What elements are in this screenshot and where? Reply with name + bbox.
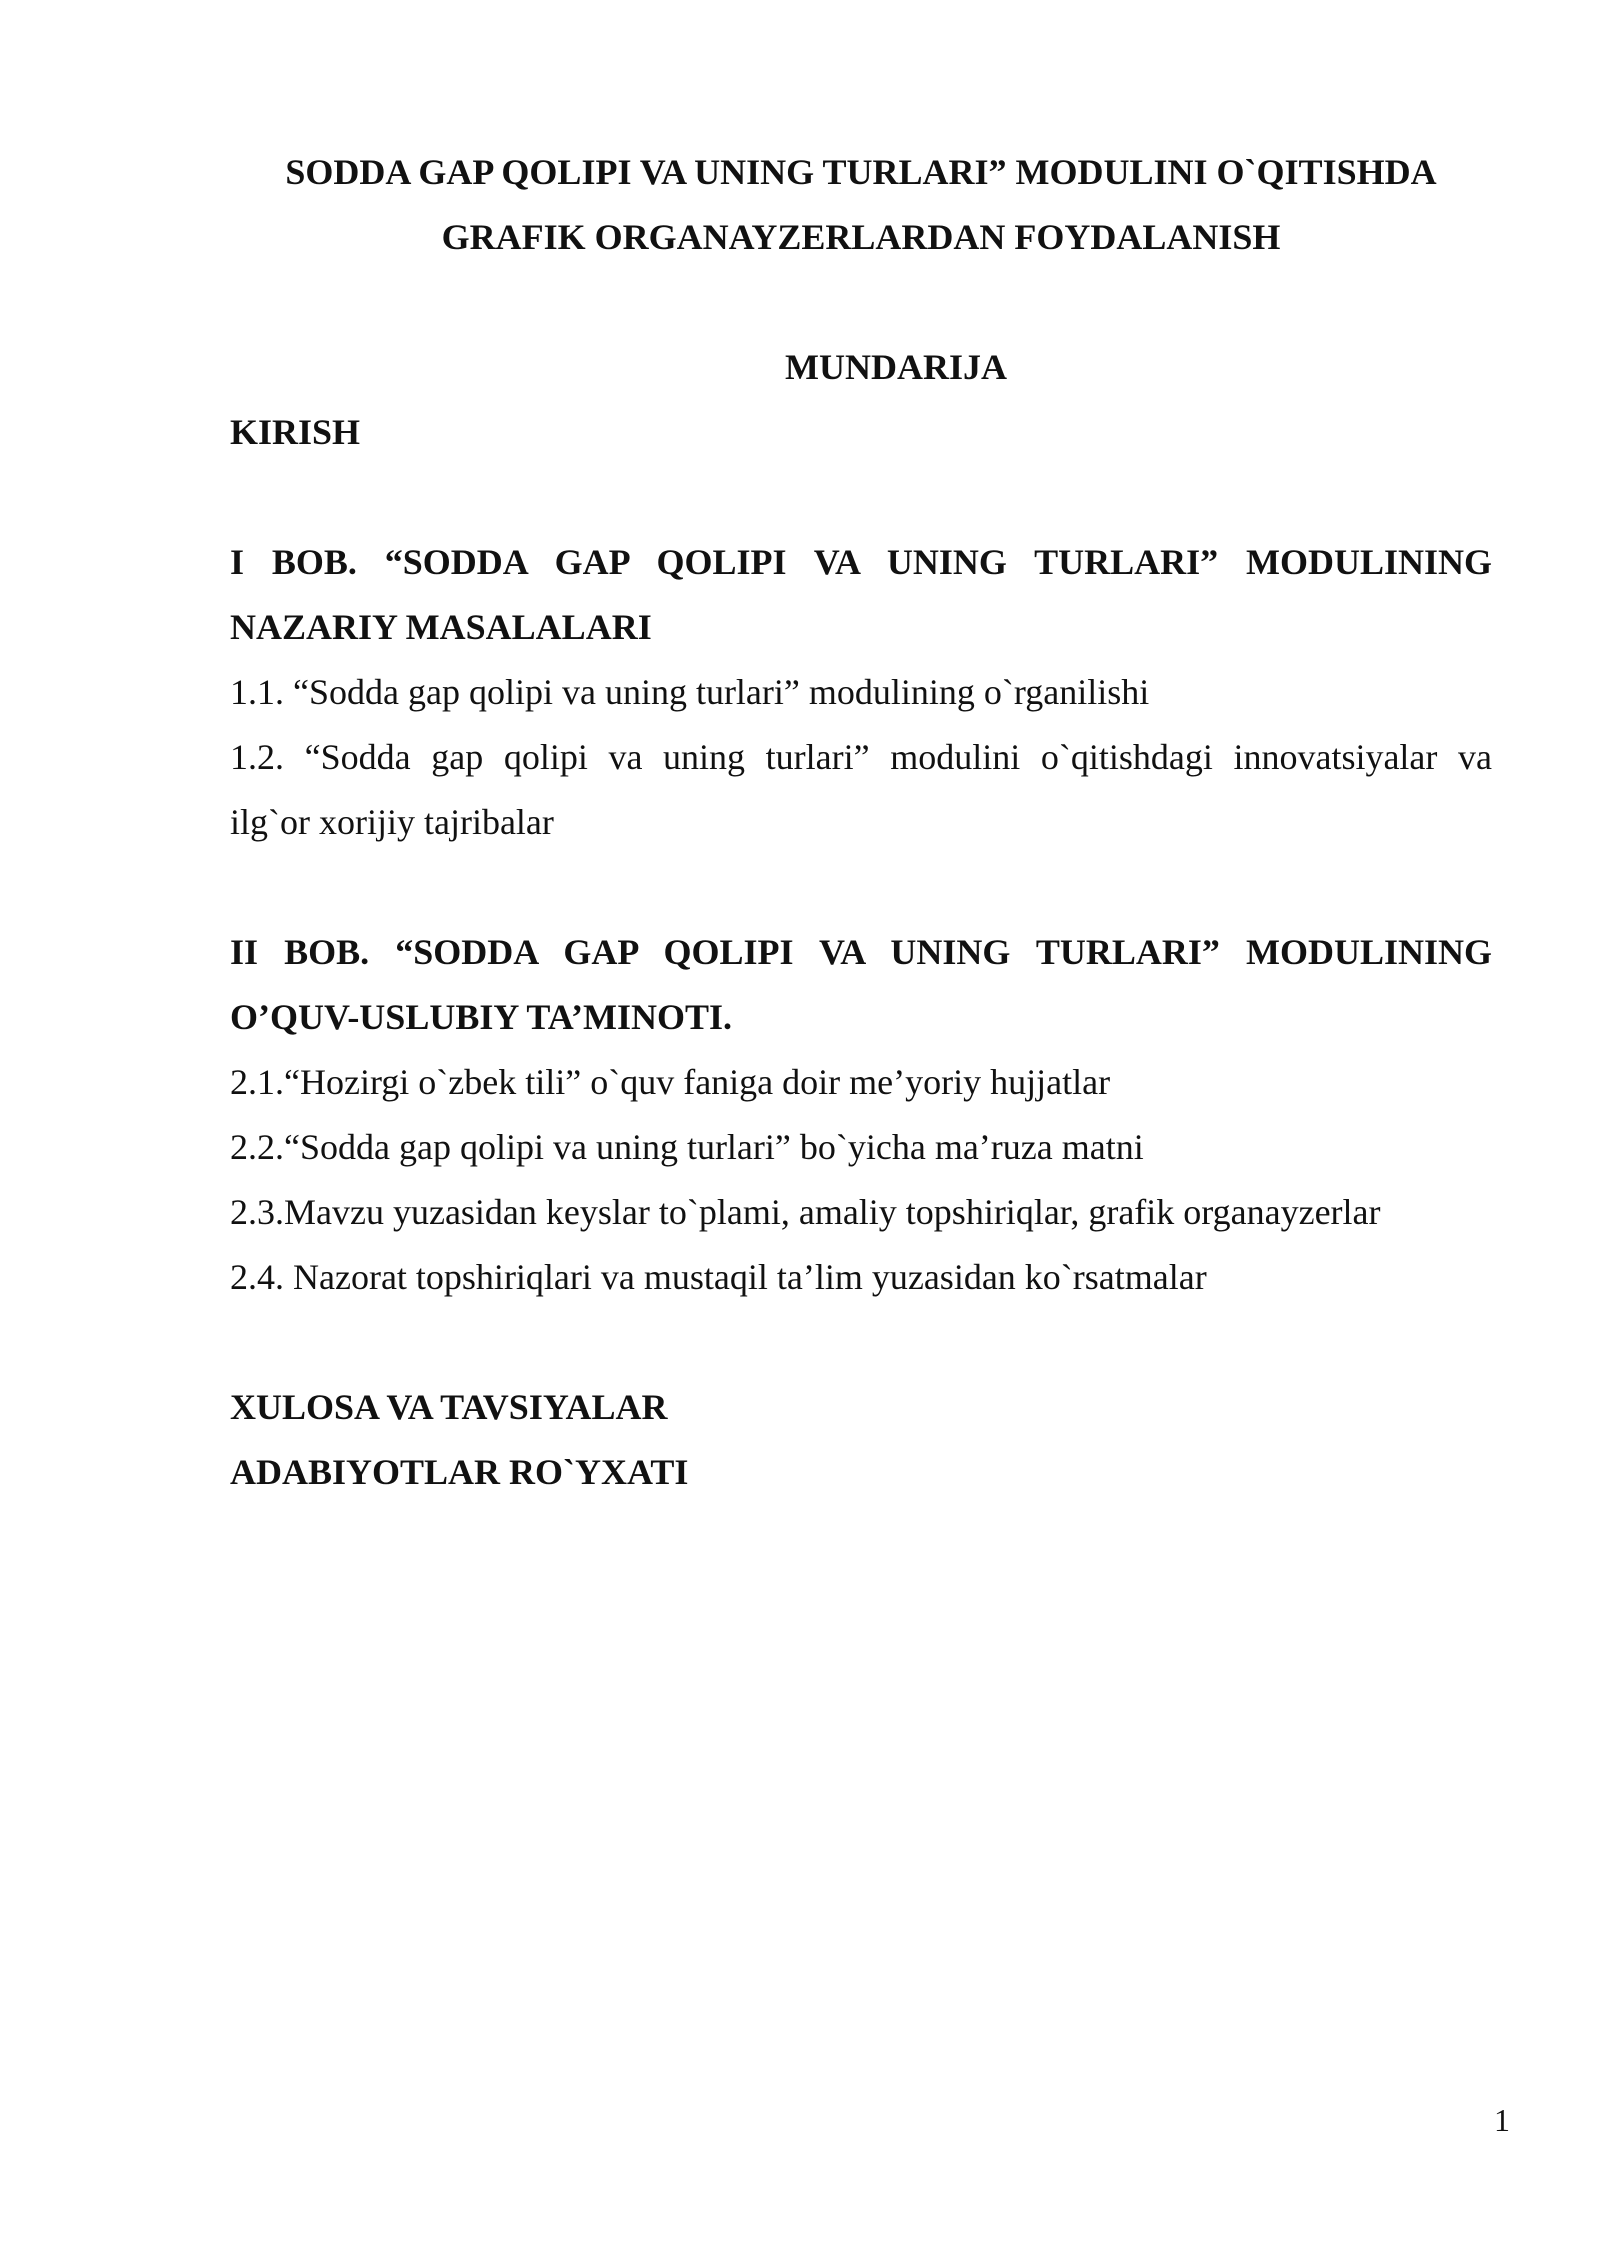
spacer	[230, 465, 1492, 530]
document-title	[230, 140, 1492, 270]
toc-item-2-2: 2.2.“Sodda gap qolipi va uning turlari” bo`yicha ma’ruza matni	[230, 1127, 1144, 1167]
toc-conclusion: XULOSA VA TAVSIYALAR	[230, 1387, 668, 1427]
toc-item-1-1: 1.1. “Sodda gap qolipi va uning turlari” modulining o`rganilishi	[230, 672, 1150, 712]
toc-item-1-2-line-1: 1.2. “Sodda gap qolipi va uning turlari” modulini o`qitishdagi innovatsiyalar va	[230, 737, 1492, 777]
toc-item-2-3: 2.3.Mavzu yuzasidan keyslar to`plami, amaliy topshiriqlar, grafik organayzerlar	[230, 1192, 1381, 1232]
toc-references: ADABIYOTLAR RO`YXATI	[230, 1452, 689, 1492]
toc-intro: KIRISH	[230, 412, 361, 452]
toc-chapter-2-title-line-1: II BOB. “SODDA GAP QOLIPI VA UNING TURLARI” MODULINING	[230, 932, 1492, 972]
page-content	[230, 140, 1492, 1505]
document-title-line-2: GRAFIK ORGANAYZERLARDAN FOYDALANISH	[441, 217, 1281, 257]
toc-chapter-2-title-line-2: O’QUV-USLUBIY TA’MINOTI.	[230, 997, 733, 1037]
toc-heading: MUNDARIJA	[785, 347, 1007, 387]
toc-chapter-1-title-line-2: NAZARIY MASALALARI	[230, 607, 652, 647]
toc-item-2-4: 2.4. Nazorat topshiriqlari va mustaqil ta’lim yuzasidan ko`rsatmalar	[230, 1257, 1207, 1297]
spacer	[230, 1310, 1492, 1375]
toc-item-2-1: 2.1.“Hozirgi o`zbek tili” o`quv faniga doir me’yoriy hujjatlar	[230, 1062, 1111, 1102]
page-number: 1	[1494, 2102, 1510, 2138]
toc-item-1-2-line-2: ilg`or xorijiy tajribalar	[230, 802, 554, 842]
spacer	[230, 855, 1492, 920]
document-title-line-1: SODDA GAP QOLIPI VA UNING TURLARI” MODULINI O`QITISHDA	[285, 152, 1437, 192]
toc-chapter-1-title-line-1: I BOB. “SODDA GAP QOLIPI VA UNING TURLARI” MODULINING	[230, 542, 1492, 582]
